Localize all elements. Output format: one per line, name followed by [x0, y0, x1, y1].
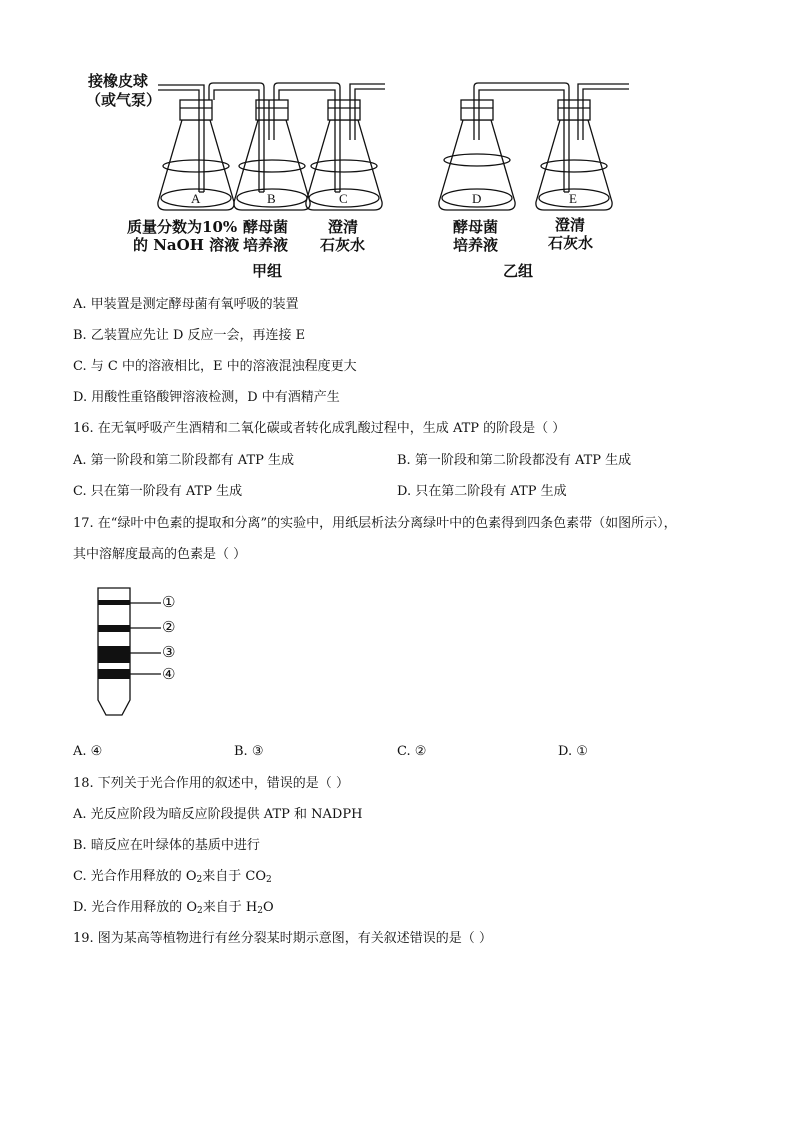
label-a-line1: 质量分数为10%: [127, 218, 238, 236]
q17-option-b: B. ③: [234, 744, 264, 759]
flask-diagram: [0, 0, 794, 290]
q15-option-d: D. 用酸性重铬酸钾溶液检测，D 中有酒精产生: [73, 390, 340, 405]
q17-option-c: C. ②: [397, 744, 427, 759]
band-label-3: ③: [162, 643, 176, 661]
group-jia-label: 甲组: [252, 262, 283, 280]
q19-stem: 19. 图为某高等植物进行有丝分裂某时期示意图，有关叙述错误的是（ ）: [73, 931, 492, 946]
q17-option-d: D. ①: [558, 744, 588, 759]
q15-option-a: A. 甲装置是测定酵母菌有氧呼吸的装置: [73, 297, 299, 312]
label-d-line2: 培养液: [453, 236, 499, 254]
q18-option-d-mid: 来自于 H: [202, 900, 258, 915]
flask-letter-e: E: [569, 191, 577, 206]
q18-option-c-sub1: 2: [196, 875, 203, 885]
q18-option-a: A. 光反应阶段为暗反应阶段提供 ATP 和 NADPH: [73, 807, 363, 822]
q18-option-d-sub1: 2: [197, 906, 203, 916]
label-d-line1: 酵母菌: [453, 218, 499, 236]
label-a-line2: 的 NaOH 溶液: [133, 236, 240, 254]
label-c-line1: 澄清: [328, 218, 359, 236]
q16-option-a: A. 第一阶段和第二阶段都有 ATP 生成: [73, 453, 295, 468]
q17-stem-line2: 其中溶解度最高的色素是（ ）: [73, 547, 247, 562]
q18-option-c-sub2: 2: [266, 875, 272, 885]
pigment-band-1: [98, 600, 130, 605]
q16-option-b: B. 第一阶段和第二阶段都没有 ATP 生成: [397, 453, 632, 468]
q18-option-d-sub2: 2: [257, 906, 263, 916]
flask-letter-d: D: [472, 191, 482, 206]
pump-label-line2: （或气泵）: [86, 91, 162, 109]
q18-option-c-text: C. 光合作用释放的 O: [73, 869, 197, 884]
q17-option-a: A. ④: [73, 744, 103, 759]
chromatography-strip-figure: [90, 585, 200, 720]
pigment-band-3: [98, 646, 130, 663]
q18-option-d-post: O: [262, 900, 274, 915]
q18-option-d-text: D. 光合作用释放的 O: [73, 900, 198, 915]
q18-option-c: [73, 868, 272, 889]
q18-option-c-mid: 来自于 CO: [202, 869, 267, 884]
q15-option-c: C. 与 C 中的溶液相比，E 中的溶液混浊程度更大: [73, 359, 357, 374]
q18-option-d: [73, 899, 274, 920]
flask-letter-a: A: [191, 191, 201, 206]
q16-option-c: C. 只在第一阶段有 ATP 生成: [73, 484, 243, 499]
label-b-line2: 培养液: [243, 236, 289, 254]
flask-letter-b: B: [267, 191, 276, 206]
pump-label-line1: 接橡皮球: [88, 72, 149, 90]
band-label-2: ②: [162, 618, 176, 636]
pigment-band-4: [98, 669, 130, 679]
label-c-line2: 石灰水: [320, 236, 366, 254]
label-e-line1: 澄清: [555, 216, 586, 234]
group-yi-label: 乙组: [503, 262, 534, 280]
q18-option-b: B. 暗反应在叶绿体的基质中进行: [73, 838, 260, 853]
q18-stem: 18. 下列关于光合作用的叙述中，错误的是（ ）: [73, 776, 349, 791]
q15-option-b: B. 乙装置应先让 D 反应一会，再连接 E: [73, 328, 306, 343]
q16-stem: 16. 在无氧呼吸产生酒精和二氧化碳或者转化成乳酸过程中，生成 ATP 的阶段是（ ）: [73, 421, 566, 436]
paper-strip: [90, 585, 200, 720]
band-label-1: ①: [162, 593, 176, 611]
label-b-line1: 酵母菌: [243, 218, 289, 236]
q17-stem-line1: 17. 在“绿叶中色素的提取和分离”的实验中，用纸层析法分离绿叶中的色素得到四条色素带（如图所示），: [73, 516, 677, 531]
label-e-line2: 石灰水: [548, 234, 594, 252]
pigment-band-2: [98, 625, 130, 632]
apparatus-figure: [0, 0, 794, 290]
band-label-4: ④: [162, 665, 176, 683]
flask-letter-c: C: [339, 191, 348, 206]
q16-option-d: D. 只在第二阶段有 ATP 生成: [397, 484, 567, 499]
